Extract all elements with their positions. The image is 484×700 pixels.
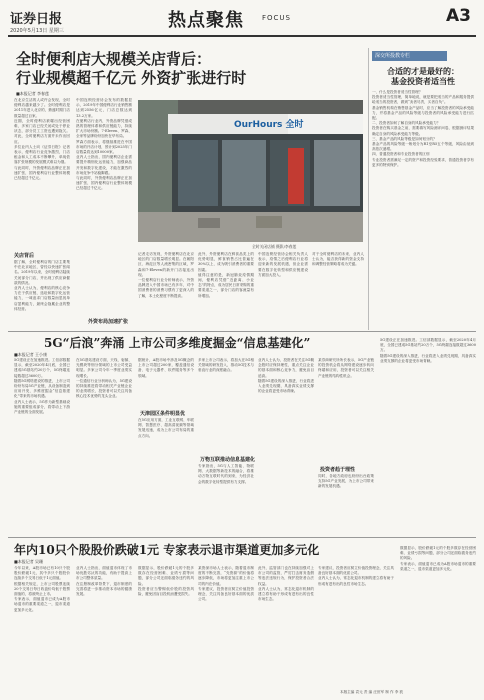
paragraph: 业内人士认为，便利店的核心竞争力在于供应链、选址和数字化运营能力，一味追求门店数量而忽视单店盈利能力，最终会拖累企业的整体经营。	[14, 286, 70, 311]
paragraph: 中国连锁经营协会发布的数据显示，2019年中国便利店行业销售额达到2556亿元，门店总数达到13.2万家。	[76, 98, 132, 118]
paragraph: 在注册制改革背景下，退市制度的完善将进一步推动资本市场的健康发展。	[76, 581, 132, 597]
paragraph: 5G建设正在加速推进。工信部数据显示，截至2020年4月底，全国已建成5G基站约20万个，5G终端连接数超过3600万。	[380, 338, 476, 353]
story1-column-2	[76, 98, 132, 328]
divider	[8, 331, 476, 332]
paragraph: 中国连锁经营协会相关负责人表示，疫情之后便利店行业将迎来新的发展机遇，但企业需要在数字化转型和供应链建设方面加大投入。	[258, 252, 308, 277]
story3-column-7	[400, 546, 476, 686]
paragraph: 投资者应当警惕低价股的投资风险，避免因盲目投机而遭受损失。	[138, 586, 194, 597]
paragraph: 业内人士指出，国内便利店企业需要提升精细化运营能力，加强商品开发和数字化建设，才能在激烈的市场竞争中站稳脚跟。	[76, 155, 132, 175]
sidebar-body	[372, 90, 474, 328]
story3-column-1	[14, 566, 70, 686]
story2-headline: 5G“后浪”奔涌 上市公司多维度掘金“信息基建化”	[44, 336, 311, 350]
paragraph: 某券商研究所所长表示，5G产业链的投资机会将从网络建设逐步转向终端和应用，投资者可以关注相关产业链的结构性机会。	[318, 358, 374, 378]
paragraph: 同时，各地方政府也纷纷出台政策支持5G产业发展，为上市公司带来新的发展机遇。	[318, 474, 374, 489]
story2-column-3	[138, 358, 194, 408]
paragraph: 多位业内人士向《证券日报》记者表示，便利店行业竞争激烈，门店租金和人工成本不断攀升，单纯依靠扩张规模的发展模式难以为继。	[14, 144, 70, 165]
paragraph: 在5G基站建设方面，天线、射频、光模块等细分领域的上市公司受益明显。多家公司今年一季度业绩实现增长。	[76, 358, 132, 378]
story1-subhead-2: 外资布局加速扩张	[88, 319, 129, 325]
page-number: A3	[446, 6, 471, 26]
sidebar-subhead: 四、普通投资者和专业投资者的区别	[372, 152, 430, 157]
paragraph: 今年以来，A股市场已有10只个股股价跌破1元，其中多只个股股价连续多个交易日低于1元面值。	[14, 566, 70, 581]
story1-column-1	[14, 98, 70, 250]
story3-column-5	[258, 566, 314, 686]
paragraph: 专业投资者需满足一定的资产和投资经验要求，普通投资者享有更多的特别保护。	[372, 157, 474, 167]
paragraph: 基金产品的风险等级一般划分为R1至R5五个等级，风险由低到高依次递增。	[372, 142, 474, 152]
story2-column-5	[258, 358, 314, 534]
paragraph: 数据显示，股价跌破1元的个股多数存在经营困难、业绩亏损等问题，部分公司还面临债务违约的风险。	[138, 566, 194, 586]
paragraph: 此外，监管部门也在持续加强对上市公司的监管，严厉打击财务造假等违法违规行为，保护投资者合法权益。	[258, 566, 314, 586]
paragraph: 在便利店行业内，外资品牌凭借成熟的管理体系和供应链能力，持续扩大市场份额。7-Eleven、罗森、全家等品牌纷纷加快在华布局。	[76, 118, 132, 139]
story2-subhead-3: 投资者趋于理性	[320, 467, 356, 473]
sidebar-subhead: 一、什么是投资者适当性管理？	[372, 90, 423, 94]
paragraph: 某资深市场人士表示，随着退市制度的不断完善，“壳资源”的价值将逐步降低，市场将更加注重上市公司的内在价值。	[198, 566, 254, 586]
section-en: FOCUS	[262, 14, 291, 22]
paragraph: 业内人士认为，常态化退市机制的建立将有助于形成有进有出的良性市场生态。	[318, 576, 394, 586]
paragraph: 随着5G建设的深入推进，行业将进入业绩兑现期，具备真实业绩支撑的企业将更受市场青睐。	[258, 378, 314, 394]
paper-name: 证券日报	[10, 12, 63, 27]
paragraph: 业内人士认为，投资者在关注5G概念股时应保持理性，重点关注企业的基本面和核心竞争力，避免盲目追高。	[258, 358, 314, 378]
paragraph: 专家建议，投资者应树立价值投资理念，关注具备良好基本面的优质公司。	[318, 566, 394, 576]
paragraph: 业内人士指出，面值退市体现了市场优胜劣汰的功能，有助于提高上市公司整体质量。	[76, 566, 132, 581]
story2-subhead-2: 万物互联推动信息基建化	[200, 457, 256, 463]
story1-column-1b	[14, 260, 70, 328]
story3-column-6	[318, 566, 394, 686]
paragraph: 一位便利店行业分析师表示，外资品牌进入中国市场已有多年，对中国消费者的消费习惯有了更深入的了解，本土化程度不断提高。	[138, 278, 194, 298]
paragraph: 5G建设正在加速推进。工信部数据显示，截至2020年4月底，全国已建成5G基站约20万个，5G终端连接数超过3600万。	[14, 358, 70, 378]
paragraph: 罗森方面表示，将继续推进在中国市场的开店计划，预计到2025年门店数量将达到10000家。	[76, 139, 132, 155]
sidebar-headline-line2: 基金投资者适当性	[391, 76, 455, 86]
paragraph: 对于全时便利店的未来，业内人士认为，能否获得新的资金支持和调整经营策略将成为关键。	[312, 252, 364, 267]
story3-column-3	[138, 566, 194, 686]
story1-column-6	[312, 252, 364, 328]
story1-byline: ■本报记者 李春莲	[16, 91, 50, 96]
sidebar-subhead: 三、基金产品的风险等级是如何划分的？	[372, 136, 437, 141]
story2-column-1	[14, 358, 70, 534]
story1-headline-line1: 全时便利店大规模关店背后：	[16, 50, 212, 68]
story2-column-6	[318, 358, 374, 464]
sidebar-headline	[372, 66, 474, 86]
story3-column-4	[198, 566, 254, 686]
divider	[8, 537, 476, 538]
paragraph: 据了解，全时便利店的门店主要集中在北京地区，曾经以快速扩张闻名。2019年以来，全时便利店陆续关闭部分门店，并出现了供应商催款的情况。	[14, 260, 70, 285]
story3-headline: 年内10只个股股价跌破1元 专家表示退市渠道更加多元化	[14, 543, 320, 557]
paragraph: 此外，外资便利店在鲜食品类上的优势明显，鲜食销售占比普遍在30%以上，成为吸引消费者的重要因素。	[198, 252, 254, 272]
story1-subhead-1: 关店背后	[14, 253, 35, 259]
paragraph: 多家上市公司表示，将加大在5G相关领域的研发投入，推动5G技术与垂直行业的深度融合。	[198, 358, 254, 373]
story3-byline: ■本报记者 吴珊	[14, 559, 44, 564]
story1-column-5	[258, 252, 308, 328]
paragraph: 业内人士认为，常态化退市机制的建立将有助于形成有进有出的良性市场生态。	[258, 586, 314, 602]
paragraph: 专家表示，面值退市已成为A股市场退市的重要渠道之一，退市渠道更加多元化。	[400, 561, 476, 571]
photo-caption: 全时关闭店铺 摄影/李春莲	[252, 244, 297, 249]
story2-column-4b	[198, 464, 254, 534]
storefront-photo	[138, 100, 363, 242]
paragraph: 专家建议，投资者应树立价值投资理念，关注具备良好基本面的优质公司。	[198, 586, 254, 602]
sidebar-subhead: 二、投资者如何了解自身的风险承受能力？	[372, 121, 441, 126]
story2-column-6b	[318, 474, 374, 534]
story2-byline: ■本报记者 王小康	[14, 352, 48, 357]
paragraph: 投资者适当性管理，简单地说，就是要把适当的产品和服务提供给适当的投资者，做到“卖者尽责，买者自负”。	[372, 95, 474, 105]
story1-column-4	[198, 252, 254, 328]
sidebar-headline-line1: 合适的才是最好的：	[387, 66, 459, 76]
paragraph: 与此同时，外资便利店品牌正在加速扩张，国内便利店行业整体规模已经超过千亿元。	[76, 176, 132, 191]
paragraph: 专家表示，面值退市已成为A股市场退市的重要渠道之一，退市渠道更加多元化。	[14, 597, 70, 612]
story2-subhead-1: 天津园区条件明显优	[140, 411, 186, 417]
paragraph: 随着5G建设的深入推进，行业将进入业绩兑现期，具备真实业绩支撑的企业将更受市场青睐。	[380, 353, 476, 363]
paragraph: 根据相关规定，上市公司股票连续20个交易日每日收盘价均低于股票面值的，将被终止上市。	[14, 581, 70, 597]
paragraph: 专家指出，5G与人工智能、物联网、大数据等新技术的融合，将推动万物互联时代的到来，为经济社会的数字化转型提供有力支撑。	[198, 464, 254, 484]
masthead-rule	[8, 35, 476, 37]
paragraph: 记者走访发现，外资便利店在北京地区的门店数量增长明显。在朝阳区、海淀区等人流密集的区域，罗森和7-Eleven的新开门店接连出现。	[138, 252, 194, 277]
paragraph: 值得注意的是，新冠肺炎疫情期间，便利店凭借“近距离、小业态”的特点，成为居民日常采购的重要渠道之一，部分门店的客流量有所增加。	[198, 272, 254, 298]
story2-column-3b	[138, 418, 194, 534]
paragraph: 业内人士表示，5G作为新型基础设施的重要组成部分，将带动上下游产业链的全面发展。	[14, 399, 70, 415]
store-sign: OurHours 全时	[234, 120, 304, 130]
paragraph: 投资者在购买基金之前，需要填写风险测评问卷，根据测评结果确定自身的风险承受能力等级。	[372, 126, 474, 136]
paragraph: 一位通信行业分析师认为，5G建设的持续推进将带动相关产业链企业的业绩增长，投资者可以关注具备核心技术优势的龙头企业。	[76, 378, 132, 399]
sidebar-tag: 深交所投教专栏	[372, 51, 447, 61]
paragraph: 在5G应用方面，工业互联网、车联网、智慧医疗、超高清视频等领域发展迅速，成为上市公司布局的重点方向。	[138, 418, 194, 438]
story2-column-4	[198, 358, 254, 454]
story1-column-3	[138, 252, 194, 328]
sidebar-continued	[380, 338, 476, 534]
paragraph: 据统计，A股市场中涉及5G概念的上市公司超过200家，覆盖通信设备、电子元器件、软件服务等多个领域。	[138, 358, 194, 378]
paper-date: 2020年5月13日 星期三	[10, 28, 64, 34]
paragraph: 近期，全时便利店被曝出经营困难，多家门店已经关闭或处于停业状态，部分员工工资也遭到拖欠。对此，全时便利店方面并未作出回应。	[14, 118, 70, 144]
story1-headline-line2: 行业规模超千亿元 外资扩张进行时	[16, 69, 247, 87]
story2-column-2	[76, 358, 132, 534]
paragraph: 与此同时，外资便利店品牌正在加速扩张，国内便利店行业整体规模已经超过千亿元。	[14, 165, 70, 181]
paragraph: 随着5G网络建设的推进，上市公司纷纷布局5G产业链，从设备制造到应用开发，多维度掘金“信息基建化”带来的市场机遇。	[14, 378, 70, 399]
paragraph: 数据显示，股价跌破1元的个股多数存在经营困难、业绩亏损等问题，部分公司还面临债务违约的风险。	[400, 546, 476, 561]
page-footer-credits: 本版主编 袁元 责 编 汪世军 制 作 李 波	[340, 690, 404, 694]
paragraph: 基金销售机构在销售基金产品时，应当了解投资者的风险承受能力，并将基金产品的风险等级与投资者的风险承受能力进行匹配。	[372, 105, 474, 121]
section-title: 热点聚焦	[168, 10, 244, 31]
paragraph: 在北京生活的人或许会发现，全时便利店越来越少了。全时便利店是2011年进入北京的，鼎盛时期门店数量超过百家。	[14, 98, 70, 118]
story3-column-2	[76, 566, 132, 686]
